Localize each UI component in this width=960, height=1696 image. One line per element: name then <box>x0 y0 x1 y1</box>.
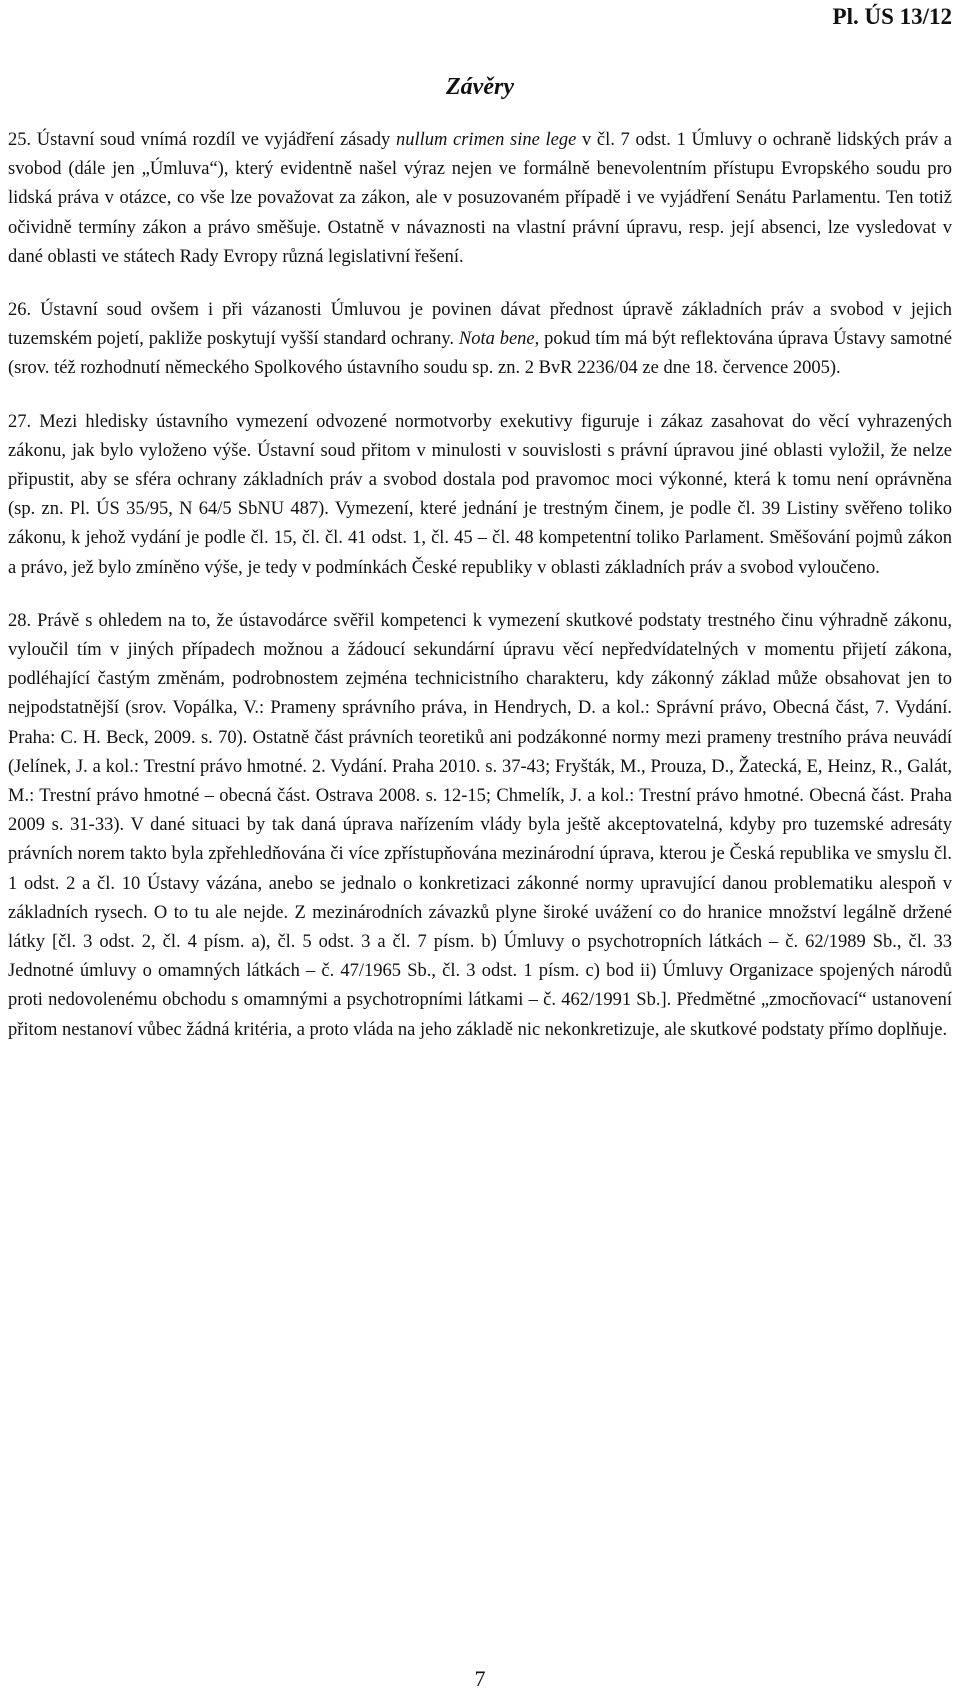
paragraph-number: 27. <box>8 411 32 432</box>
section-title: Závěry <box>446 74 514 100</box>
paragraph-text: Ústavní soud ovšem i při vázanosti Úmluvou je povinen dávat přednost úpravě základních práv a svobod v jejich tuzemském pojetí, pakliže poskytují vyšší standard ochrany. <box>8 300 952 350</box>
paragraph-26 <box>8 296 952 384</box>
case-reference: Pl. ÚS 13/12 <box>832 4 952 29</box>
latin-phrase: Nota bene <box>458 329 535 350</box>
paragraph-25 <box>8 126 952 272</box>
paragraph-number: 26. <box>8 300 32 321</box>
paragraph-text: Právě s ohledem na to, že ústavodárce svěřil kompetenci k vymezení skutkové podstaty trestného činu výhradně zákonu, vyloučil tím v jiných případech možnou a žádoucí sekundární úpravu věcí nepředvídatelných v momentu přijetí zákona, podléhající častým změnám, podrobnostem zejména technicistního charakteru, kdy zákonný základ může obsahovat jen to nejpodstatnější (srov. Vopálka, V.: Prameny správního práva, in Hendrych, D. a kol.: Správní právo, Obecná část, 7. Vydání. Praha: C. H. Beck, 2009. s. 70). Ostatně část právních teoretiků ani podzákonné normy mezi prameny trestního práva neuvádí (Jelínek, J. a kol.: Trestní právo hmotné. 2. Vydání. Praha 2010. s. 37-43; Fryšták, M., Prouza, D., Žatecká, E, Heinz, R., Galát, M.: Trestní právo hmotné – obecná část. Ostrava 2008. s. 12-15; Chmelík, J. a kol.: Trestní právo hmotné. Obecná část. Praha 2009 s. 31-33). V dané situaci by tak daná úprava nařízením vlády byla ještě akceptovatelná, kdyby pro tuzemské adresáty právních norem takto byla zpřehledňována či více zpřístupňována mezinárodní úprava, kterou je Česká republika ve smyslu čl. 1 odst. 2 a čl. 10 Ústavy vázána, anebo se jednalo o konkretizaci zákonné normy upravující danou problematiku alespoň v základních rysech. O to tu ale nejde. Z mezinárodních závazků plyne široké uvážení co do hranice množství legálně držené látky [čl. 3 odst. 2, čl. 4 písm. a), čl. 5 odst. 3 a čl. 7 písm. b) Úmluvy o psychotropních látkách – č. 62/1989 Sb., čl. 33 Jednotné úmluvy o omamných látkách – č. 47/1965 Sb., čl. 3 odst. 1 písm. c) bod ii) Úmluvy Organizace spojených národů proti nedovolenému obchodu s omamnými a psychotropními látkami – č. 462/1991 Sb.]. Předmětné „zmocňovací“ ustanovení přitom nestanoví vůbec žádná kritéria, a proto vláda na jeho základě nic nekonkretizuje, ale skutkové podstaty přímo doplňuje. <box>8 610 952 1040</box>
paragraph-number: 28. <box>8 610 32 631</box>
paragraph-28 <box>8 607 952 1045</box>
paragraph-27 <box>8 408 952 583</box>
paragraph-text: Mezi hledisky ústavního vymezení odvozené normotvorby exekutivy figuruje i zákaz zasahovat do věcí vyhrazených zákonu, jak bylo vyloženo výše. Ústavní soud přitom v minulosti v souvislosti s právní úpravou jiné oblasti vyložil, že nelze připustit, aby se sféra ochrany základních práv a svobod dostala pod pravomoc moci výkonné, která k tomu není oprávněna (sp. zn. Pl. ÚS 35/95, N 64/5 SbNU 487). Vymezení, které jednání je trestným činem, je podle čl. 39 Listiny svěřeno toliko zákonu, k jehož vydání je podle čl. 15, čl. čl. 41 odst. 1, čl. 45 – čl. 48 kompetentní toliko Parlament. Směšování pojmů zákon a právo, jež bylo zmíněno výše, je tedy v podmínkách České republiky v oblasti základních práv a svobod vyloučeno. <box>8 411 952 578</box>
document-body <box>8 126 952 1069</box>
page-number: 7 <box>474 1666 486 1691</box>
paragraph-text: v čl. 7 odst. 1 Úmluvy o ochraně lidských práv a svobod (dále jen „Úmluva“), který evidentně našel výraz nejen ve formálně benevolentním přístupu Evropského soudu pro lidská práva v otázce, co vše lze považovat za zákon, ale v posuzovaném případě i ve vyjádření Senátu Parlamentu. Ten totiž očividně termíny zákon a právo směšuje. Ostatně v návaznosti na vlastní právní úpravu, resp. její absenci, lze vysledovat v dané oblasti ve státech Rady Evropy různá legislativní řešení. <box>8 130 952 267</box>
latin-phrase: nullum crimen sine lege <box>395 130 577 150</box>
paragraph-number: 25. <box>8 130 32 150</box>
paragraph-text: , pokud tím má být reflektována úprava Ústavy samotné (srov. též rozhodnutí německého Spolkového ústavního soudu sp. zn. 2 BvR 2236/04 ze dne 18. července 2005). <box>8 329 952 379</box>
paragraph-text: Ústavní soud vnímá rozdíl ve vyjádření zásady <box>31 130 396 150</box>
